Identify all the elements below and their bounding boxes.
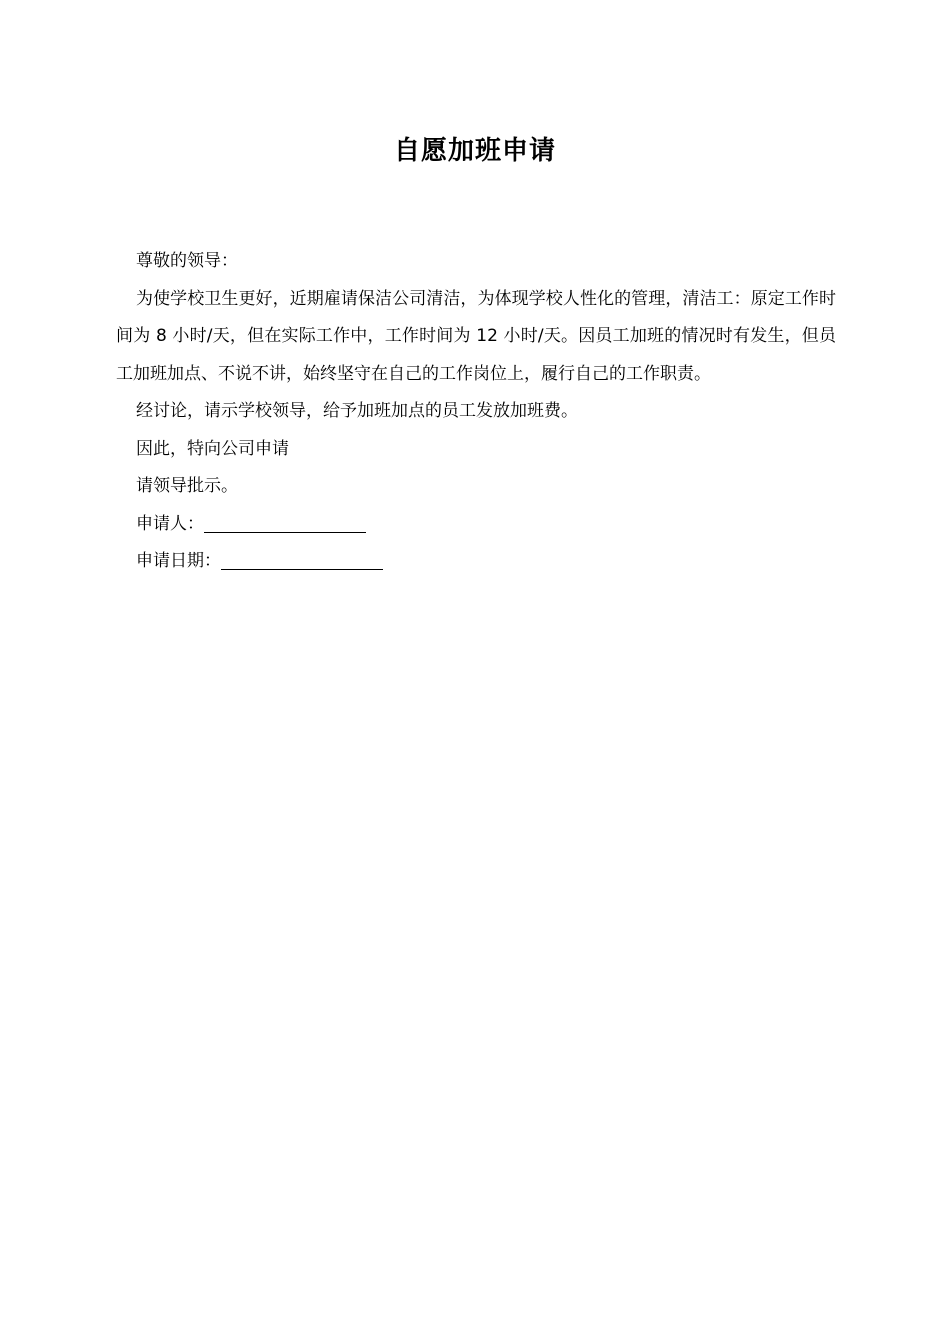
body-paragraph-request: 经讨论，请示学校领导，给予加班加点的员工发放加班费。 (136, 401, 578, 421)
document-title: 自愿加班申请 (393, 136, 556, 166)
body-paragraph-therefore: 因此，特向公司申请 (136, 438, 289, 459)
applicant-line (116, 506, 836, 544)
salutation: 尊敬的领导： (136, 251, 238, 271)
date-blank (221, 568, 383, 570)
date-line (116, 543, 836, 581)
body-paragraph-main: 为使学校卫生更好，近期雇请保洁公司清洁，为体现学校人性化的管理，清洁工：原定工作时间为 8 小时/天，但在实际工作中，工作时间为 12 小时/天。因员工加班的情况时有发生，但员工加班加点、不说不讲，始终坚守在自己的工作岗位上，履行自己的工作职责。 (116, 288, 836, 384)
date-label: 申请日期： (136, 551, 221, 571)
document-body (116, 243, 836, 581)
applicant-label: 申请人： (136, 513, 204, 534)
body-paragraph-approval: 请领导批示。 (136, 476, 238, 496)
applicant-blank (204, 531, 366, 533)
